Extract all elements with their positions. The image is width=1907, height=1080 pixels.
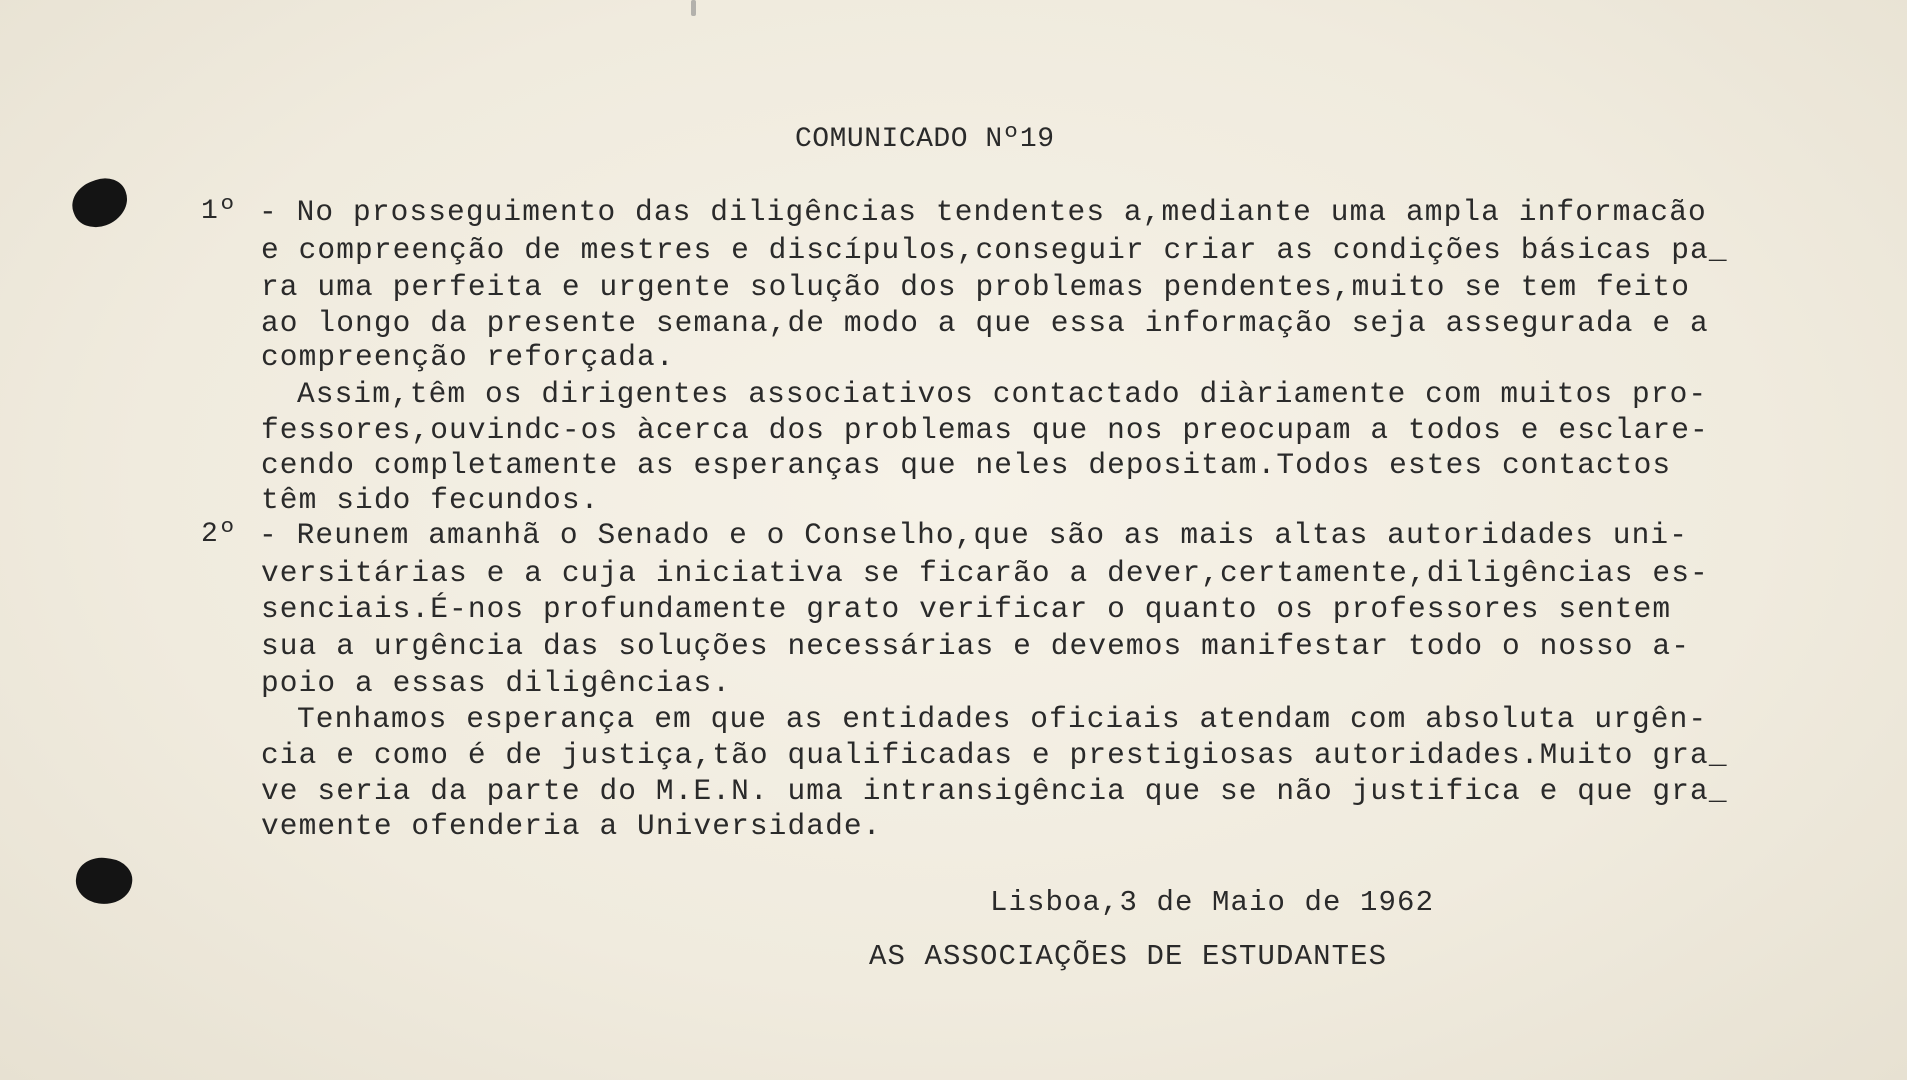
text-line-16: cia e como é de justiça,tão qualificadas e prestigiosas autoridades.Muito gra_ <box>261 738 1728 772</box>
text-line-7: fessores,ouvindc-os àcerca dos problemas que nos preocupam a todos e esclare- <box>261 413 1709 447</box>
text-line-2: e compreenção de mestres e discípulos,conseguir criar as condições básicas pa_ <box>261 233 1728 267</box>
staple-mark <box>691 0 696 16</box>
text-line-1: - No prosseguimento das diligências tendentes a,mediante uma ampla informacão <box>259 195 1707 229</box>
text-line-15: Tenhamos esperança em que as entidades oficiais atendam com absoluta urgên- <box>297 702 1708 736</box>
text-line-9: têm sido fecundos. <box>261 483 600 517</box>
place-date: Lisboa,3 de Maio de 1962 <box>990 886 1435 919</box>
text-line-17: ve seria da parte do M.E.N. uma intransigência que se não justifica e que gra_ <box>261 774 1728 808</box>
text-line-12: senciais.É-nos profundamente grato verificar o quanto os professores sentem <box>261 592 1672 626</box>
text-line-8: cendo completamente as esperanças que neles depositam.Todos estes contactos <box>261 448 1672 482</box>
item-1-number: 1º <box>201 196 237 227</box>
punch-hole-bottom <box>73 854 135 907</box>
text-line-18: vemente ofenderia a Universidade. <box>261 809 882 843</box>
document-title: COMUNICADO Nº19 <box>795 124 1055 155</box>
text-line-13: sua a urgência das soluções necessárias e devemos manifestar todo o nosso a- <box>261 629 1691 663</box>
text-line-14: poio a essas diligências. <box>261 666 732 700</box>
text-line-11: versitárias e a cuja iniciativa se ficarão a dever,certamente,diligências es- <box>261 556 1709 590</box>
text-line-6: Assim,têm os dirigentes associativos contactado diàriamente com muitos pro- <box>297 377 1708 411</box>
text-line-4: ao longo da presente semana,de modo a que essa informação seja assegurada e a <box>261 306 1709 340</box>
text-line-3: ra uma perfeita e urgente solução dos problemas pendentes,muito se tem feito <box>261 270 1691 304</box>
punch-hole-top <box>66 172 134 234</box>
signature: AS ASSOCIAÇÕES DE ESTUDANTES <box>869 940 1388 973</box>
text-line-10: - Reunem amanhã o Senado e o Conselho,que são as mais altas autoridades uni- <box>259 518 1689 552</box>
item-2-number: 2º <box>201 519 237 550</box>
text-line-5: compreenção reforçada. <box>261 340 675 374</box>
